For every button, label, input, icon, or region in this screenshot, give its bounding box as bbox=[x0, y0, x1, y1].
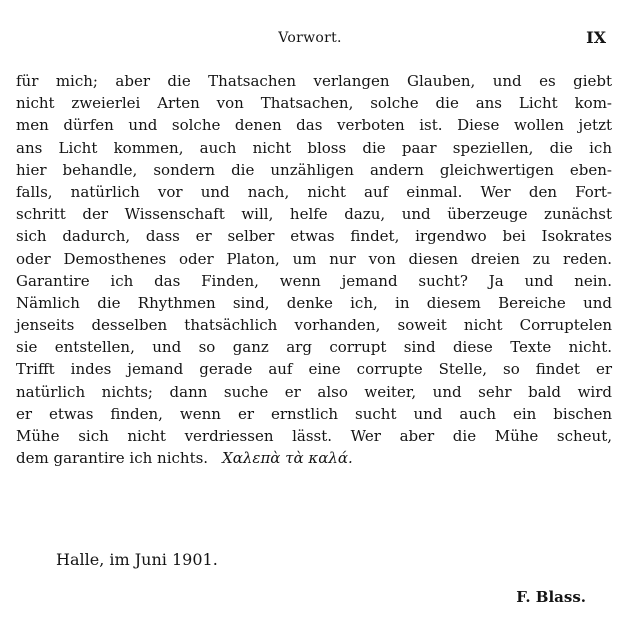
text-line: für mich; aber die Thatsachen verlangen Glauben, und es giebt bbox=[16, 72, 612, 90]
text-line: oder Demosthenes oder Platon, um nur von diesen dreien zu reden. bbox=[16, 249, 612, 268]
text-line: sich dadurch, dass er selber etwas findet, irgendwo bei Isokrates bbox=[16, 227, 612, 246]
text-line: schritt der Wissenschaft will, helfe dazu, und überzeuge zunächst bbox=[16, 205, 612, 224]
text-line: Mühe sich nicht verdriessen lässt. Wer aber die Mühe scheut, bbox=[16, 427, 612, 445]
text-line: hier behandle, sondern die unzähligen andern gleichwertigen eben- bbox=[16, 160, 612, 179]
text-line: nicht zweierlei Arten von Thatsachen, solche die ans Licht kom- bbox=[16, 94, 612, 113]
text-line: sie entstellen, und so ganz arg corrupt sind diese Texte nicht. bbox=[16, 338, 612, 357]
text-line: er etwas finden, wenn er ernstlich sucht und auch ein bischen bbox=[16, 404, 612, 423]
page-number: IX bbox=[586, 28, 606, 47]
signature: F. Blass. bbox=[516, 588, 586, 606]
last-line-text: dem garantire ich nichts. bbox=[16, 449, 209, 468]
greek-phrase: Χαλεπὰ τὰ καλά. bbox=[222, 449, 353, 468]
text-line: natürlich nichts; dann suche er also weiter, und sehr bald wird bbox=[16, 382, 612, 401]
text-line: falls, natürlich vor und nach, nicht auf einmal. Wer den Fort- bbox=[16, 182, 612, 201]
body-text bbox=[16, 70, 612, 469]
text-line: Garantire ich das Finden, wenn jemand sucht? Ja und nein. bbox=[16, 271, 612, 290]
text-line: men dürfen und solche denen das verboten ist. Diese wollen jetzt bbox=[16, 116, 612, 135]
running-title: Vorwort. bbox=[278, 30, 342, 46]
text-line: jenseits desselben thatsächlich vorhanden, soweit nicht Corruptelen bbox=[16, 316, 612, 335]
text-line-last bbox=[16, 447, 612, 469]
text-line: Nämlich die Rhythmen sind, denke ich, in diesem Bereiche und bbox=[16, 293, 612, 312]
text-line: ans Licht kommen, auch nicht bloss die paar speziellen, die ich bbox=[16, 138, 612, 157]
text-line: Trifft indes jemand gerade auf eine corrupte Stelle, so findet er bbox=[16, 360, 612, 379]
place-date: Halle, im Juni 1901. bbox=[56, 550, 218, 569]
